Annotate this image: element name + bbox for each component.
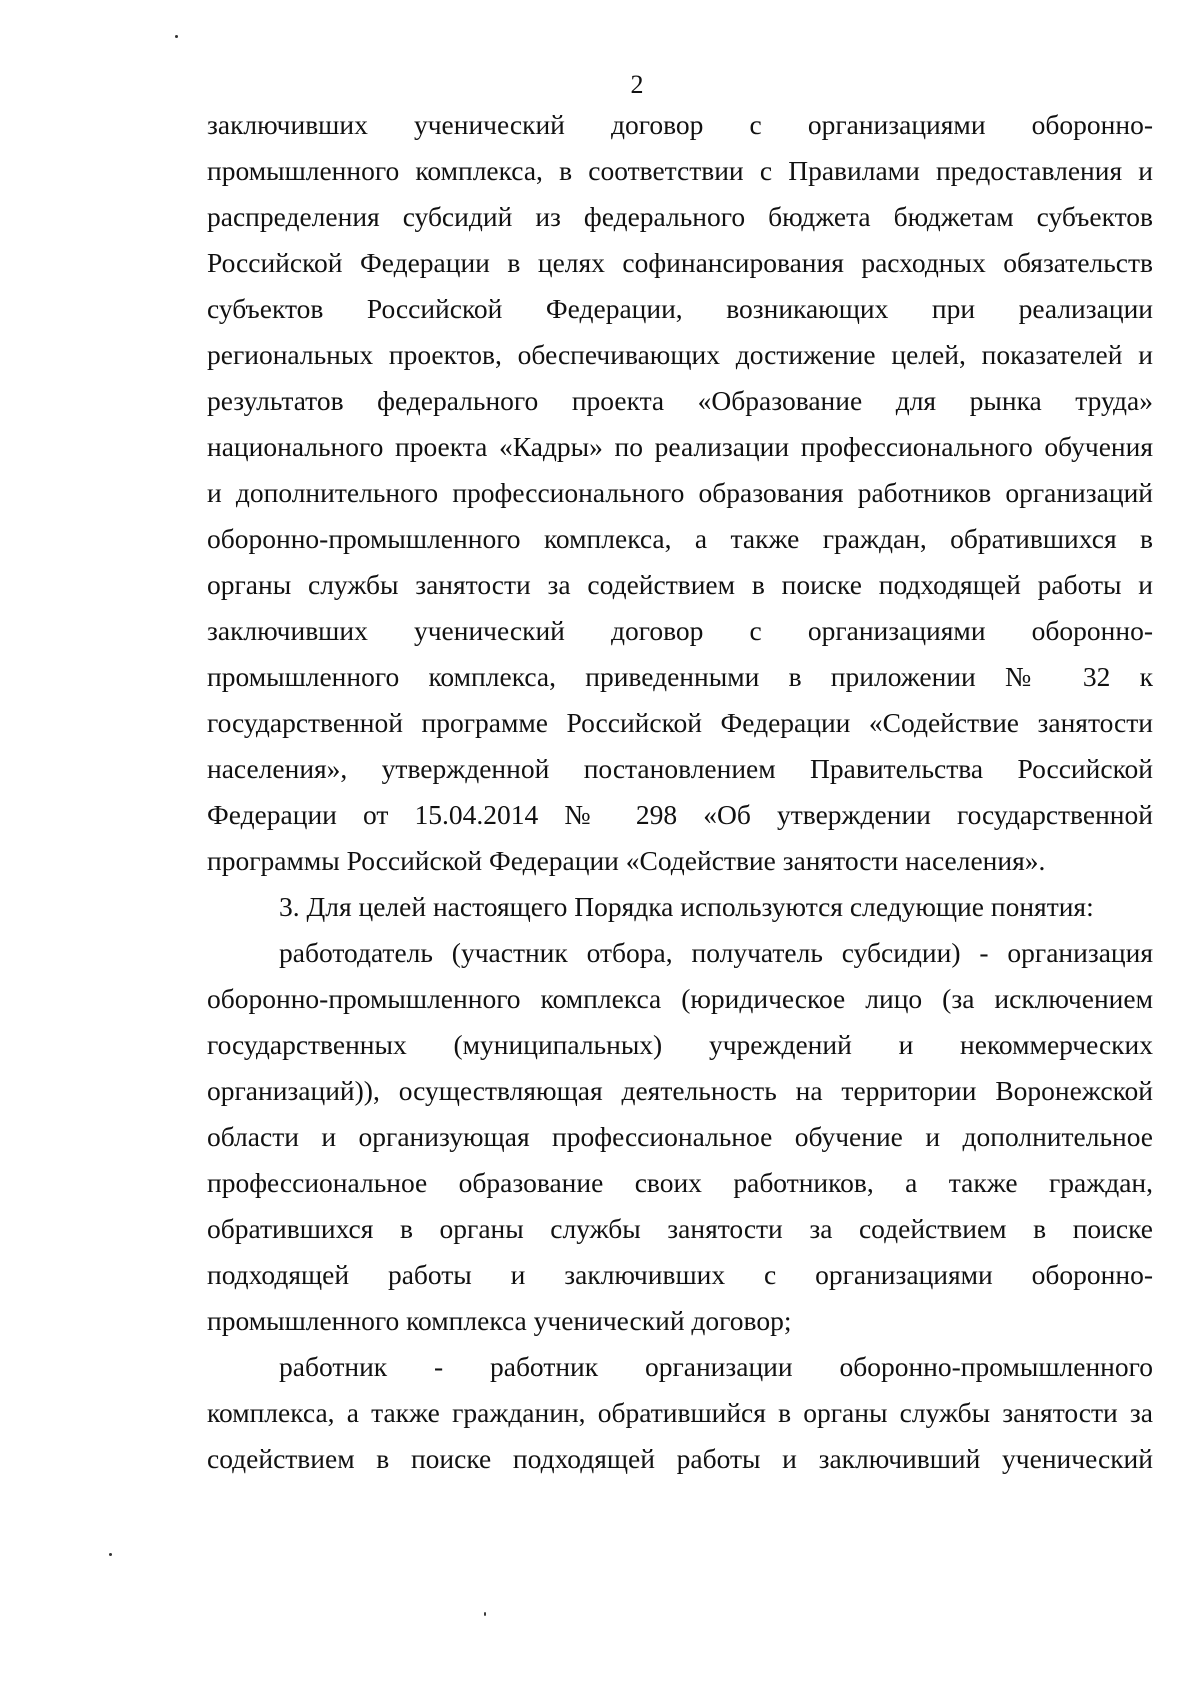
text-line: населения», утвержденной постановлением Правительства Российской — [207, 753, 1153, 784]
text-line: области и организующая профессиональное обучение и дополнительное — [207, 1121, 1153, 1152]
text-line: оборонно-промышленного комплекса (юридическое лицо (за исключением — [207, 983, 1153, 1014]
text-line: оборонно-промышленного комплекса, а также граждан, обратившихся в — [207, 523, 1153, 554]
text-line: содействием в поиске подходящей работы и заключивший ученический — [207, 1443, 1153, 1474]
text-line: подходящей работы и заключивших с организациями оборонно- — [207, 1259, 1153, 1290]
text-line: комплекса, а также гражданин, обратившийся в органы службы занятости за — [207, 1397, 1153, 1428]
text-line: промышленного комплекса ученический договор; — [207, 1305, 792, 1336]
text-line: заключивших ученический договор с организациями оборонно- — [207, 615, 1153, 646]
text-line: органы службы занятости за содействием в поиске подходящей работы и — [207, 569, 1153, 600]
scan-speck — [484, 1612, 486, 1616]
text-line: промышленного комплекса, в соответствии с Правилами предоставления и — [207, 155, 1153, 186]
scan-speck — [175, 35, 178, 38]
scan-speck — [109, 1553, 112, 1556]
text-line: профессиональное образование своих работников, а также граждан, — [207, 1167, 1153, 1198]
page-number: 2 — [630, 70, 644, 99]
text-line: программы Российской Федерации «Содействие занятости населения». — [207, 845, 1046, 876]
text-line: заключивших ученический договор с организациями оборонно- — [207, 109, 1153, 140]
text-line: региональных проектов, обеспечивающих достижение целей, показателей и — [207, 339, 1153, 370]
text-line: работодатель (участник отбора, получатель субсидии) - организация — [279, 937, 1153, 968]
text-line: национального проекта «Кадры» по реализации профессионального обучения — [207, 431, 1153, 462]
text-line: и дополнительного профессионального образования работников организаций — [207, 477, 1153, 508]
text-line: Федерации от 15.04.2014 № 298 «Об утверждении государственной — [207, 799, 1153, 830]
text-line: промышленного комплекса, приведенными в приложении № 32 к — [207, 661, 1153, 692]
text-line: Российской Федерации в целях софинансирования расходных обязательств — [207, 247, 1153, 278]
text-line: результатов федерального проекта «Образование для рынка труда» — [207, 385, 1153, 416]
text-line: работник - работник организации оборонно-промышленного — [279, 1351, 1153, 1382]
text-line: организаций)), осуществляющая деятельность на территории Воронежской — [207, 1075, 1153, 1106]
text-line: государственной программе Российской Федерации «Содействие занятости — [207, 707, 1153, 738]
text-line: государственных (муниципальных) учреждений и некоммерческих — [207, 1029, 1153, 1060]
text-line: обратившихся в органы службы занятости за содействием в поиске — [207, 1213, 1153, 1244]
text-line: распределения субсидий из федерального бюджета бюджетам субъектов — [207, 201, 1153, 232]
text-line: субъектов Российской Федерации, возникающих при реализации — [207, 293, 1153, 324]
section-heading-line: 3. Для целей настоящего Порядка используются следующие понятия: — [279, 891, 1094, 922]
